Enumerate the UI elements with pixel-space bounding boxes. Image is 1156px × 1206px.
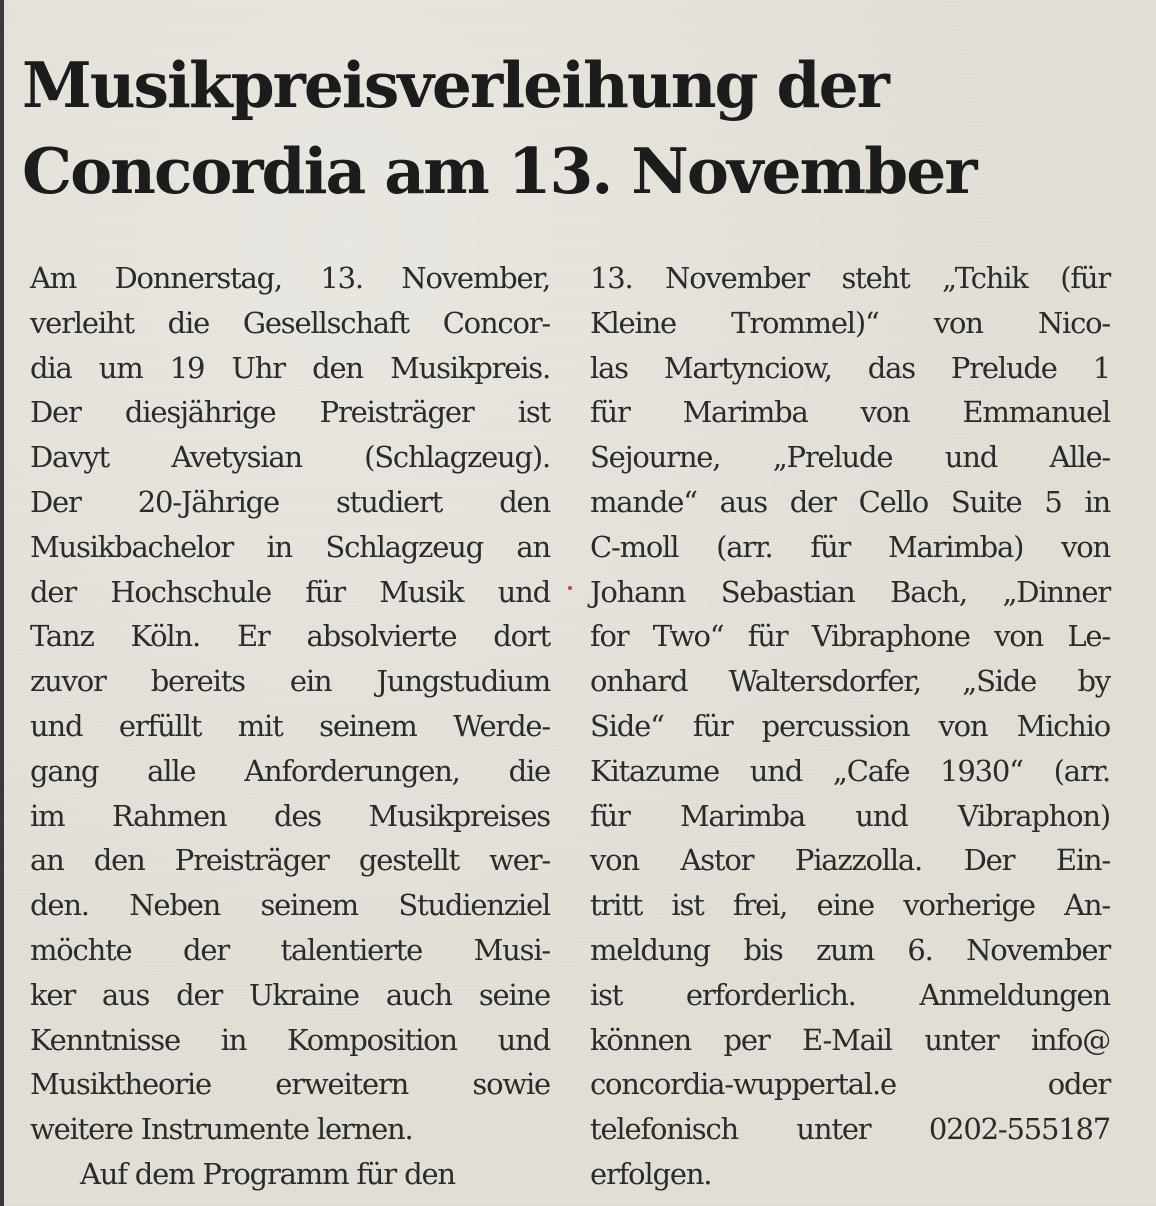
text-line: Tanz Köln. Er absolvierte dort: [30, 619, 550, 654]
text-line: Side“ für percussion von Michio: [590, 708, 1110, 743]
text-line: können per E-Mail unter info@: [590, 1022, 1110, 1057]
text-line: concordia-wuppertal.e oder: [590, 1067, 1110, 1102]
text-line: Musiktheorie erweitern sowie: [30, 1067, 550, 1102]
text-line: Musikbachelor in Schlagzeug an: [30, 529, 550, 564]
text-line: Am Donnerstag, 13. November,: [30, 261, 550, 295]
text-line: gang alle Anforderungen, die: [30, 753, 550, 788]
text-line: den. Neben seinem Studienziel: [30, 888, 550, 923]
text-line: ist erforderlich. Anmeldungen: [590, 977, 1110, 1012]
text-line: weitere Instrumente lernen.: [30, 1112, 413, 1147]
text-line: Der 20-Jährige studiert den: [30, 484, 550, 519]
text-line: telefonisch unter 0202-555187: [590, 1112, 1110, 1147]
clipping-left-border: [0, 0, 4, 1206]
text-line: 13. November steht „Tchik (für: [590, 261, 1110, 295]
text-line: meldung bis zum 6. November: [590, 932, 1110, 967]
text-line: möchte der talentierte Musi-: [30, 932, 550, 967]
text-line: für Marimba von Emmanuel: [590, 395, 1110, 430]
text-line: verleiht die Gesellschaft Concor-: [30, 305, 550, 340]
text-line: tritt ist frei, eine vorherige An-: [590, 888, 1110, 923]
text-line: Davyt Avetysian (Schlagzeug).: [30, 440, 550, 475]
text-line: las Martynciow, das Prelude 1: [590, 350, 1110, 385]
text-line: C-moll (arr. für Marimba) von: [590, 529, 1110, 564]
text-line: dia um 19 Uhr den Musikpreis.: [30, 350, 550, 385]
text-line: von Astor Piazzolla. Der Ein-: [590, 843, 1110, 878]
text-line: erfolgen.: [590, 1156, 712, 1191]
text-line: zuvor bereits ein Jungstudium: [30, 664, 550, 699]
headline-line: Concordia am 13. November: [22, 134, 976, 208]
text-line: Kleine Trommel)“ von Nico-: [590, 305, 1110, 340]
text-line: der Hochschule für Musik und: [30, 574, 550, 609]
text-line: for Two“ für Vibraphone von Le-: [590, 619, 1110, 654]
text-line: Sejourne, „Prelude und Alle-: [590, 440, 1110, 475]
text-line: Kenntnisse in Komposition und: [30, 1022, 550, 1057]
text-line: ker aus der Ukraine auch seine: [30, 977, 550, 1012]
article-column-left: [30, 256, 550, 1197]
text-line: Kitazume und „Cafe 1930“ (arr.: [590, 753, 1110, 788]
text-line: an den Preisträger gestellt wer-: [30, 843, 550, 878]
headline-line: Musikpreisverleihung der: [22, 48, 888, 122]
print-speck: [568, 586, 572, 590]
text-line: Der diesjährige Preisträger ist: [30, 395, 550, 430]
text-line: und erfüllt mit seinem Werde-: [30, 708, 550, 743]
text-line: für Marimba und Vibraphon): [590, 798, 1110, 833]
text-line: Auf dem Programm für den: [80, 1156, 455, 1191]
article-headline: [22, 42, 1132, 214]
text-line: im Rahmen des Musikpreises: [30, 798, 550, 833]
text-line: onhard Waltersdorfer, „Side by: [590, 664, 1110, 699]
text-line: mande“ aus der Cello Suite 5 in: [590, 484, 1110, 519]
text-line: Johann Sebastian Bach, „Dinner: [590, 574, 1110, 609]
article-column-right: [590, 256, 1110, 1197]
